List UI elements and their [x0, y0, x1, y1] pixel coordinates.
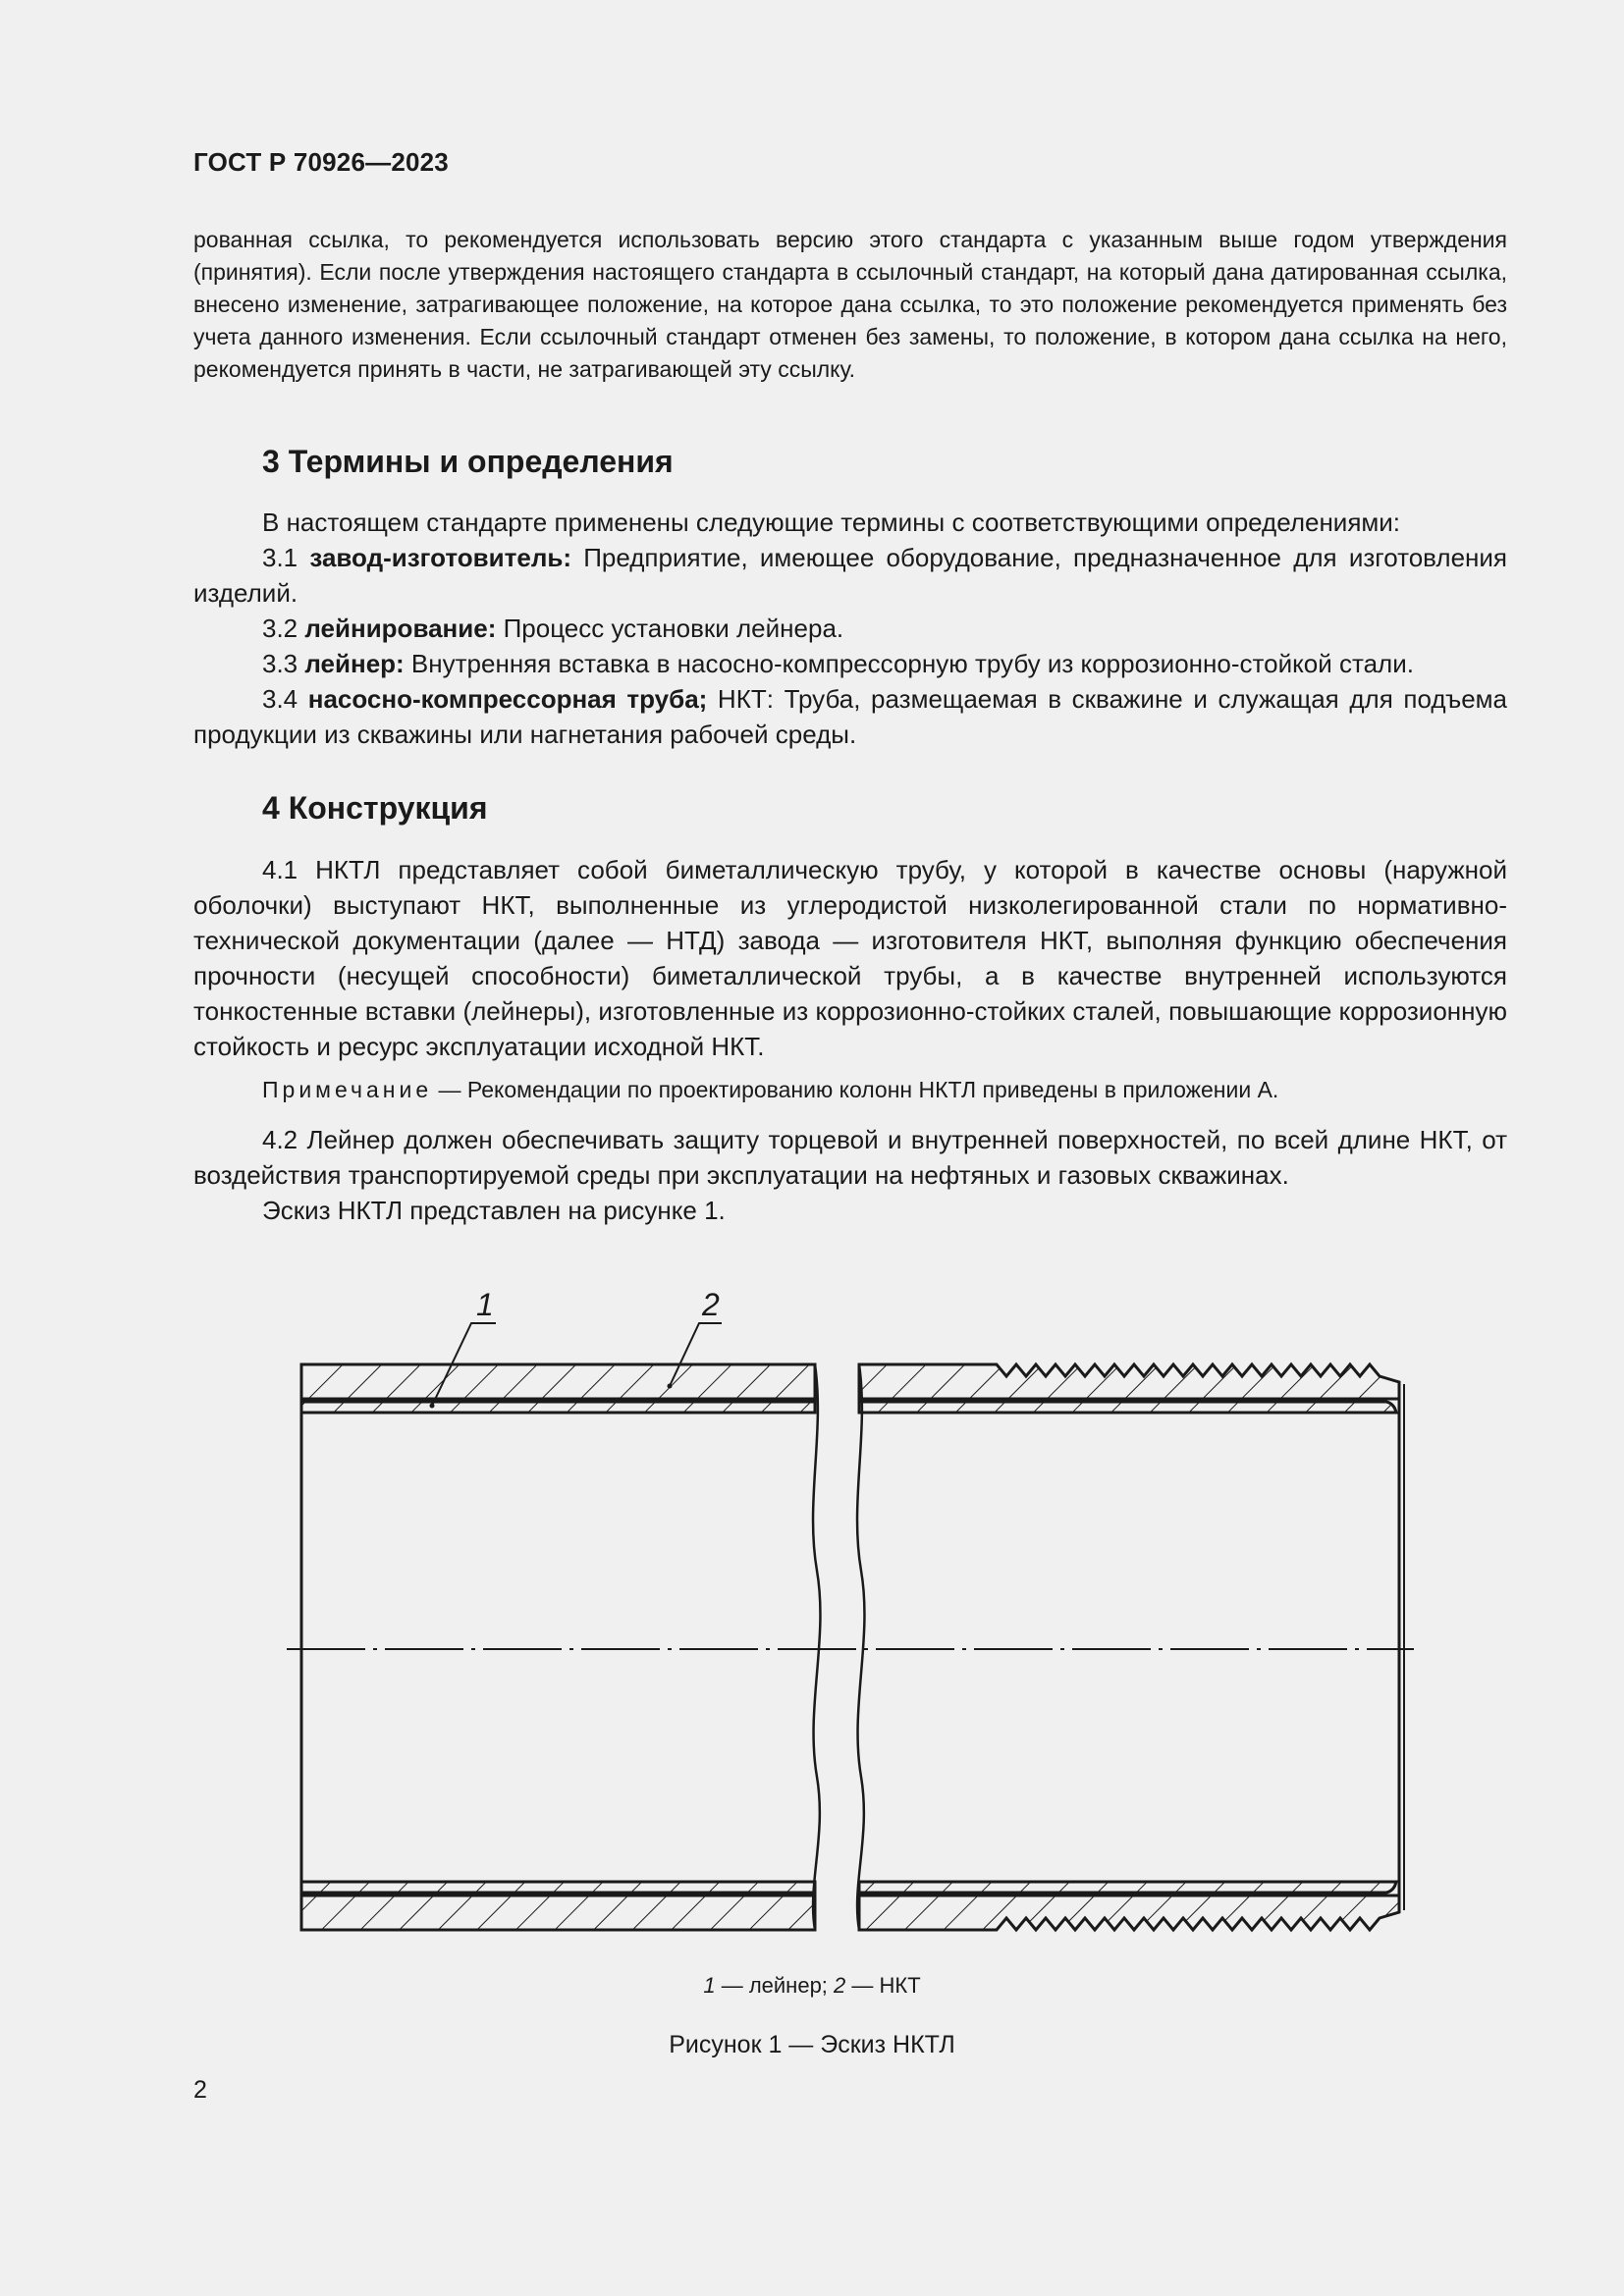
term-3-2: 3.2 лейнирование: Процесс установки лейнера.	[262, 614, 844, 643]
clause-4-1: 4.1 НКТЛ представляет собой биметаллическую трубу, у которой в качестве основы (наружной оболочки) выступают НКТ, выполненные из углеродистой низколегированной стали по нормативно-технической документации (далее — НТД) завода — изготовителя НКТ, выполняя функцию обеспечения прочности (несущей способности) биметаллической трубы, а в качестве внутренней используются тонкостенные вставки (лейнеры), изготовленные из коррозионно-стойких сталей, повышающие коррозионную стойкость и ресурс эксплуатации исходной НКТ.	[193, 855, 1507, 1061]
figure-1	[275, 1276, 1424, 1963]
term-3-4: 3.4 насосно-компрессорная труба; НКТ: Труба, размещаемая в скважине и служащая для подъема продукции из скважины или нагнетания рабочей среды.	[193, 684, 1508, 749]
figure-reference: Эскиз НКТЛ представлен на рисунке 1.	[262, 1196, 726, 1225]
section-4-paragraph-1	[193, 852, 1507, 1064]
liner-top-left	[301, 1402, 815, 1413]
term-3-1: 3.1 завод-изготовитель: Предприятие, имеющее оборудование, предназначенное для изготовления изделий.	[193, 543, 1507, 608]
section-3-lead: В настоящем стандарте применены следующие термины с соответствующими определениями:	[262, 507, 1401, 537]
liner-top-right	[859, 1402, 1396, 1413]
term-3-1-term: завод-изготовитель:	[309, 543, 571, 572]
section-4-title: 4 Конструкция	[262, 790, 488, 826]
note	[262, 1075, 1507, 1104]
nkt-wall-bottom-left	[301, 1896, 815, 1930]
tubing-sketch	[275, 1276, 1424, 1963]
term-3-2-term: лейнирование:	[304, 614, 497, 643]
liner-bottom-right	[859, 1882, 1396, 1893]
callout-2: 2	[702, 1287, 720, 1322]
page-number: 2	[193, 2076, 207, 2104]
term-3-4-term: насосно-компрессорная труба;	[307, 684, 708, 714]
section-4-paragraph-2	[193, 1122, 1507, 1228]
figure-legend: 1 — лейнер; 2 — НКТ	[703, 1973, 921, 1998]
section-3-body	[193, 505, 1507, 752]
liner-bottom-left	[301, 1882, 815, 1893]
intro-paragraph	[193, 224, 1507, 386]
nkt-wall-bottom-right	[859, 1896, 1399, 1930]
figure-caption: Рисунок 1 — Эскиз НКТЛ	[669, 2031, 955, 2058]
section-3-title: 3 Термины и определения	[262, 444, 674, 479]
term-3-3-term: лейнер:	[304, 649, 405, 678]
note-label: Примечание	[262, 1077, 433, 1102]
clause-4-2: 4.2 Лейнер должен обеспечивать защиту торцевой и внутренней поверхностей, по всей длине НКТ, от воздействия транспортируемой среды при эксплуатации на нефтяных и газовых скважинах.	[193, 1125, 1507, 1190]
intro-text: рованная ссылка, то рекомендуется использовать версию этого стандарта с указанным выше годом утверждения (принятия). Если после утверждения настоящего стандарта в ссылочный стандарт, на который дана датированная ссылка, внесено изменение, затрагивающее положение, на которое дана ссылка, то это положение рекомендуется применять без учета данного изменения. Если ссылочный стандарт отменен без замены, то положение, в котором дана ссылка на него, рекомендуется принять в части, не затрагивающей эту ссылку.	[193, 227, 1507, 382]
nkt-wall-top-left	[301, 1364, 815, 1399]
document-header: ГОСТ Р 70926—2023	[193, 147, 449, 177]
nkt-wall-top-right	[859, 1364, 1399, 1399]
term-3-3: 3.3 лейнер: Внутренняя вставка в насосно-компрессорную трубу из коррозионно-стойкой стали.	[262, 649, 1414, 678]
callout-1: 1	[476, 1287, 494, 1322]
note-text: — Рекомендации по проектированию колонн НКТЛ приведены в приложении А.	[432, 1077, 1279, 1102]
